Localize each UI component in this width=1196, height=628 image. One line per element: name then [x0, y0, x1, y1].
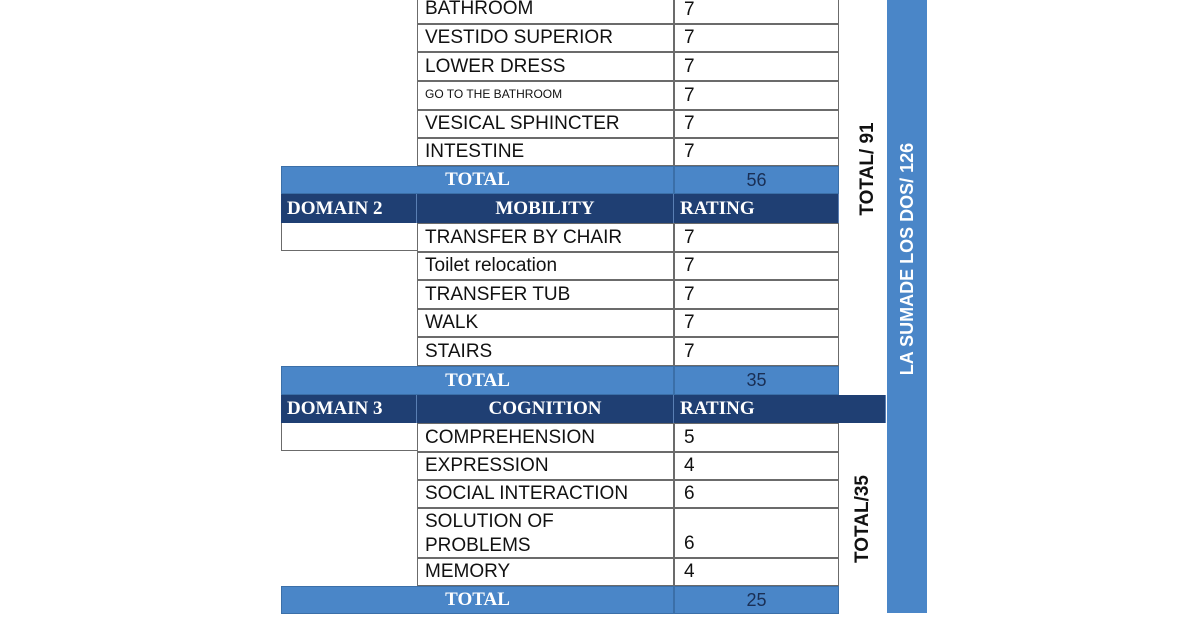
item-label: COMPREHENSION	[425, 426, 595, 448]
grand-total-vertical: LA SUMADE LOS DOS/ 126	[897, 142, 917, 376]
item-memory	[417, 558, 674, 586]
rating-cell	[674, 337, 839, 366]
item-walk	[417, 309, 674, 337]
item-label: GO TO THE BATHROOM	[425, 87, 563, 101]
item-label: INTESTINE	[425, 141, 525, 162]
header-text: COGNITION	[488, 398, 602, 419]
rating-value: 7	[684, 284, 695, 305]
header-text: DOMAIN 3	[287, 398, 383, 419]
item-bathroom	[417, 0, 674, 24]
rating-cell	[674, 252, 839, 280]
item-social-interaction	[417, 480, 674, 508]
rating-value: 7	[684, 312, 695, 333]
item-toilet-relocation	[417, 252, 674, 280]
item-label: EXPRESSION	[425, 455, 549, 476]
domain2-total-value	[674, 366, 839, 395]
rating-value: 4	[684, 455, 695, 476]
rating-value: 7	[684, 27, 695, 48]
item-label: SOCIAL INTERACTION	[425, 483, 629, 504]
item-intestine	[417, 138, 674, 166]
blank-cell	[281, 223, 417, 251]
total-value-text: 56	[746, 169, 767, 190]
rating-value: 6	[684, 533, 695, 554]
item-vesical-sphincter	[417, 110, 674, 138]
item-label: LOWER DRESS	[425, 55, 566, 77]
rating-value: 7	[684, 141, 695, 162]
domain3-total-label	[281, 586, 674, 614]
domain2-total-label	[281, 366, 674, 395]
rating-value: 4	[684, 561, 695, 582]
total-label-text: TOTAL	[445, 169, 510, 190]
rating-value: 7	[684, 56, 695, 77]
motor-total-vertical: TOTAL/ 91	[857, 122, 878, 216]
item-comprehension	[417, 423, 674, 452]
rating-cell	[674, 508, 839, 558]
rating-cell	[674, 24, 839, 52]
item-label: TRANSFER BY CHAIR	[425, 226, 623, 248]
rating-cell	[674, 423, 839, 452]
rating-value: 5	[684, 427, 695, 448]
rating-cell	[674, 452, 839, 480]
item-label: STAIRS	[425, 340, 493, 362]
rating-value: 6	[684, 483, 695, 504]
header-text: MOBILITY	[495, 197, 595, 219]
total-label-text: TOTAL	[445, 589, 510, 610]
item-expression	[417, 452, 674, 480]
item-transfer-tub	[417, 280, 674, 309]
total-value-text: 35	[746, 370, 767, 390]
total-label-text: TOTAL	[445, 369, 510, 391]
item-stairs	[417, 337, 674, 366]
item-label: WALK	[425, 312, 479, 333]
domain3-header-domain	[281, 395, 417, 423]
header-text: DOMAIN 2	[287, 197, 383, 219]
item-label: MEMORY	[425, 561, 511, 582]
rating-cell	[674, 52, 839, 81]
item-upper-dress	[417, 24, 674, 52]
header-text: RATING	[680, 197, 755, 219]
rating-value: 7	[684, 227, 695, 248]
cognitive-total-vertical: TOTAL/35	[852, 475, 873, 563]
rating-cell	[674, 138, 839, 166]
domain1-total-value	[674, 166, 839, 194]
item-label: Toilet relocation	[425, 255, 558, 276]
rating-value: 7	[684, 85, 695, 106]
rating-cell	[674, 558, 839, 586]
rating-cell	[674, 0, 839, 24]
item-solution-of-problems	[417, 508, 674, 558]
total-value-text: 25	[746, 589, 767, 610]
item-transfer-chair	[417, 223, 674, 252]
rating-cell	[674, 280, 839, 309]
domain2-header-rating	[674, 194, 839, 223]
rating-value: 7	[684, 0, 695, 20]
item-label: SOLUTION OF PROBLEMS	[425, 511, 554, 556]
domain3-header-name	[417, 395, 674, 423]
item-label: TRANSFER TUB	[425, 283, 571, 305]
item-go-to-bathroom	[417, 81, 674, 110]
rating-value: 7	[684, 113, 695, 134]
header-text: RATING	[680, 398, 755, 419]
domain1-total-label	[281, 166, 674, 194]
rating-cell	[674, 480, 839, 508]
item-label: BATHROOM	[425, 0, 534, 19]
domain2-header-name	[417, 194, 674, 223]
rating-cell	[674, 223, 839, 252]
rating-cell	[674, 81, 839, 110]
rating-value: 7	[684, 341, 695, 362]
domain3-total-value	[674, 586, 839, 614]
domain2-header-domain	[281, 194, 417, 223]
blank-cell	[281, 423, 417, 451]
item-lower-dress	[417, 52, 674, 81]
rating-cell	[674, 110, 839, 138]
rating-value: 7	[684, 255, 695, 276]
rating-cell	[674, 309, 839, 337]
item-label: VESICAL SPHINCTER	[425, 113, 620, 134]
item-label: VESTIDO SUPERIOR	[425, 27, 613, 48]
domain3-header-rating	[674, 395, 886, 423]
